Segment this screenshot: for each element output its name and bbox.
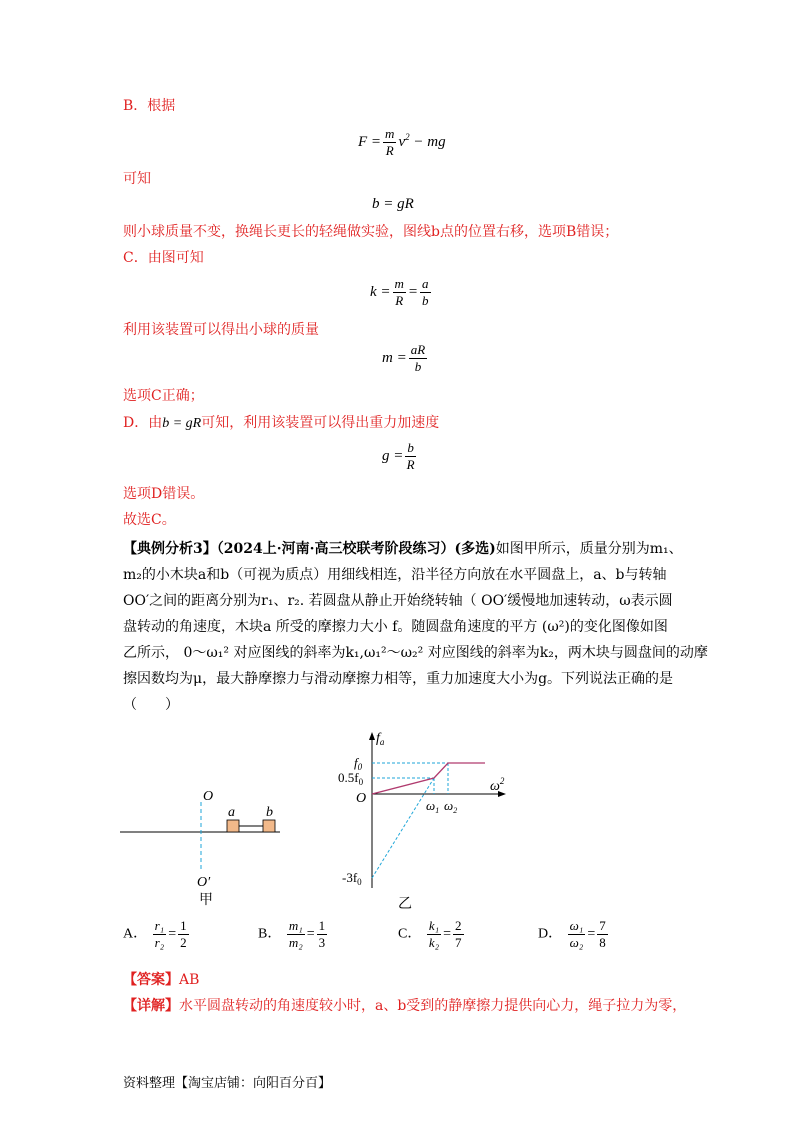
y-axis-label: $f_a$	[376, 731, 385, 747]
example-problem: 【典例分析3】（2024上·河南·高三校联考阶段练习）(多选)如图甲所示，质量分别为m₁、 m₂的小木块a和b（可视为质点）用细线相连，沿半径方向放在水平圆盘上，a、b与转轴 OO′之间的距离分别为r₁、r₂. 若圆盘从静止开始绕转轴（ OO′缓慢地加速转动，ω表示圆 盘转动的角速度，木块a 所受的摩擦力大小 f。随圆盘角速度的平方 (ω²)的变化图像如图 乙所示， 0～ω₁² 对应图线的斜率为k₁,ω₁²～ω₂² 对应图线的斜率为k₂，两木块与圆盘间的动摩 擦因数均为μ，最大静摩擦力与滑动摩擦力相等，重力加速度大小为g。下列说法正确的是 （ ）	[123, 541, 708, 713]
caption-jia: 甲	[199, 893, 213, 908]
tick-half-f0: $0.5f_0$	[338, 770, 364, 787]
solution-b-keyword: 可知	[123, 171, 151, 187]
detail: 【详解】水平圆盘转动的角速度较小时，a、b受到的静摩擦力提供向心力，绳子拉力为零，	[123, 998, 687, 1014]
block-b	[263, 820, 275, 832]
block-a	[227, 820, 239, 832]
solution-c-head: C．由图可知	[123, 250, 204, 266]
label-o-prime: O′	[197, 875, 211, 890]
footer: 资料整理【淘宝店铺：向阳百分百】	[123, 1076, 332, 1091]
figure-yi	[330, 728, 530, 913]
tick-w2: $\omega_2$	[444, 798, 458, 815]
equation-g: g = $\frac{b}{R}$	[382, 440, 415, 472]
x-axis-label: $\omega^2$	[490, 776, 505, 794]
origin-label: O	[356, 791, 367, 806]
equation-k: k = $\frac{m}{R}$ = $\frac{a}{b}$	[370, 276, 429, 308]
equation-b-gr: b = gR	[372, 196, 414, 212]
tick-neg-3f0: $-3f_0$	[342, 870, 362, 887]
equation-m: m = $\frac{aR}{b}$	[382, 342, 426, 374]
option-a[interactable]: A． $\frac{\text{r₁}}{\text{r₂}}$ = $\frac{1}{2}$	[123, 918, 187, 950]
tick-f0: $f_0$	[354, 755, 363, 772]
solution-b-conclusion: 则小球质量不变，换绳长更长的轻绳做实验，图线b点的位置右移，选项B错误；	[123, 224, 619, 240]
final-choice: 故选C。	[123, 512, 176, 528]
equation-force: F = $\frac{m}{R}$ $v^2$ − mg	[358, 126, 446, 158]
y-axis-arrow	[369, 732, 375, 740]
label-a: a	[228, 805, 235, 820]
option-d[interactable]: D． $\frac{\text{ω₁}}{\text{ω₂}}$ = $\frac{7}{8}$	[538, 918, 606, 950]
solution-d-conclusion: 选项D错误。	[123, 486, 205, 502]
solution-d-head: D．由b = gR可知，利用该装置可以得出重力加速度	[123, 415, 440, 431]
dash-extension	[372, 778, 434, 878]
solution-c-conclusion: 选项C正确；	[123, 388, 204, 404]
label-b: b	[266, 805, 273, 820]
solution-c-line2: 利用该装置可以得出小球的质量	[123, 322, 319, 338]
answer: 【答案】AB	[123, 972, 200, 988]
figure-jia	[115, 780, 295, 910]
solution-b-head: B．根据	[123, 98, 176, 114]
option-c[interactable]: C． $\frac{\text{k₁}}{\text{k₂}}$ = $\frac{2}{7}$	[398, 918, 462, 950]
label-o: O	[203, 789, 214, 804]
caption-yi: 乙	[398, 897, 412, 912]
option-b[interactable]: B． $\frac{\text{m₁}}{\text{m₂}}$ = $\frac{1}{3}$	[258, 918, 326, 950]
tick-w1: $\omega_1$	[426, 798, 440, 815]
